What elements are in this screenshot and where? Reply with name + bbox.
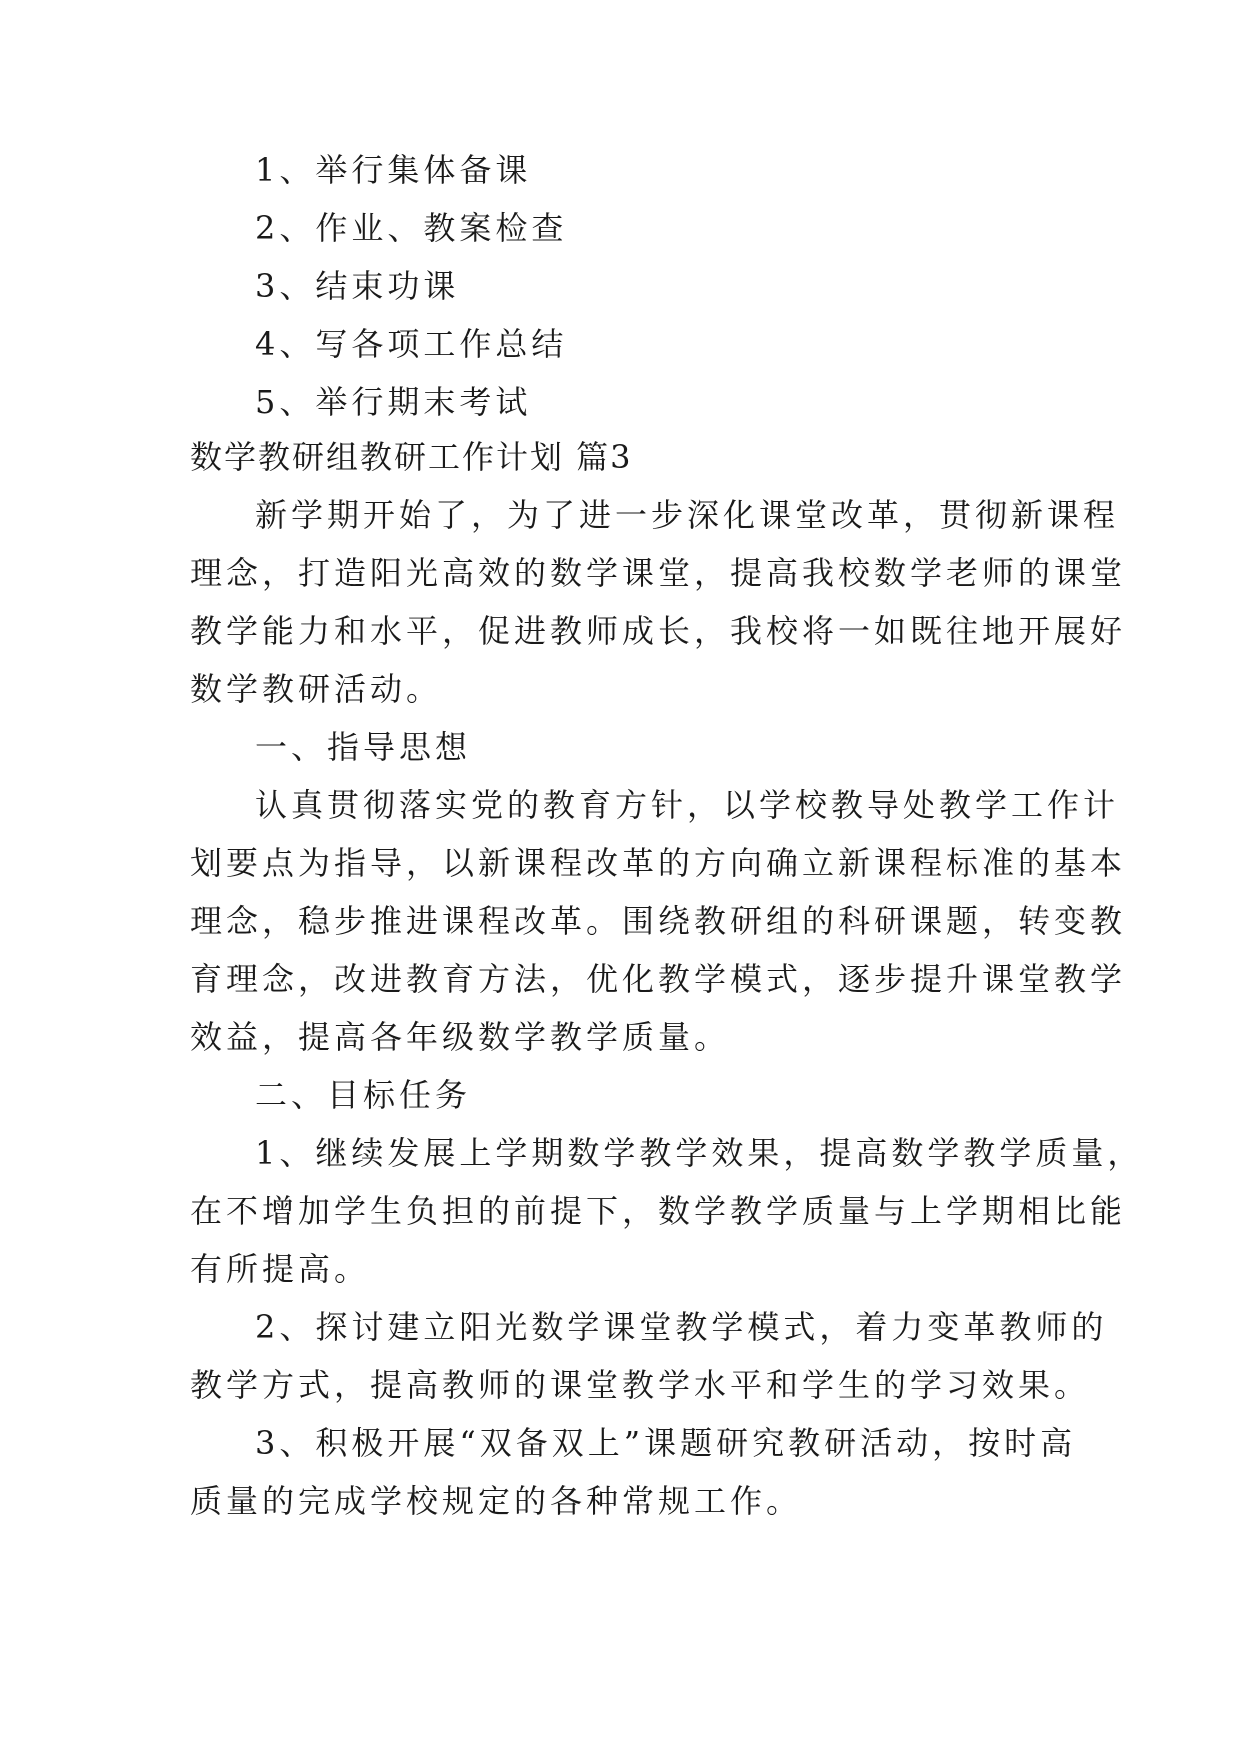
paragraph-line: 效益，提高各年级数学教学质量。 — [190, 1018, 731, 1056]
paragraph-line: 质量的完成学校规定的各种常规工作。 — [190, 1482, 803, 1520]
section-title: 数学教研组教研工作计划 篇3 — [190, 438, 633, 476]
list-item: 5、举行期末考试 — [255, 383, 532, 421]
paragraph-line: 理念，稳步推进课程改革。围绕教研组的科研课题，转变教 — [190, 902, 1127, 940]
list-item: 3、结束功课 — [255, 267, 460, 305]
paragraph-line: 数学教研活动。 — [190, 670, 443, 708]
list-item: 4、写各项工作总结 — [255, 325, 568, 363]
section-heading: 二、目标任务 — [255, 1076, 472, 1114]
paragraph-line: 有所提高。 — [190, 1250, 371, 1288]
paragraph-line: 3、积极开展“双备双上”课题研究教研活动，按时高 — [255, 1424, 1077, 1462]
paragraph-line: 育理念，改进教育方法，优化教学模式，逐步提升课堂教学 — [190, 960, 1127, 998]
section-heading: 一、指导思想 — [255, 728, 472, 766]
paragraph-line: 1、继续发展上学期数学教学效果，提高数学教学质量， — [255, 1134, 1144, 1172]
paragraph-line: 在不增加学生负担的前提下，数学教学质量与上学期相比能 — [190, 1192, 1127, 1230]
paragraph-line: 认真贯彻落实党的教育方针，以学校教导处教学工作计 — [255, 786, 1120, 824]
paragraph-line: 新学期开始了，为了进一步深化课堂改革，贯彻新课程 — [255, 496, 1120, 534]
list-item: 2、作业、教案检查 — [255, 209, 568, 247]
paragraph-line: 教学方式，提高教师的课堂教学水平和学生的学习效果。 — [190, 1366, 1091, 1404]
paragraph-line: 划要点为指导，以新课程改革的方向确立新课程标准的基本 — [190, 844, 1127, 882]
list-item: 1、举行集体备课 — [255, 151, 532, 189]
paragraph-line: 教学能力和水平，促进教师成长，我校将一如既往地开展好 — [190, 612, 1127, 650]
paragraph-line: 2、探讨建立阳光数学课堂教学模式，着力变革教师的 — [255, 1308, 1108, 1346]
paragraph-line: 理念，打造阳光高效的数学课堂，提高我校数学老师的课堂 — [190, 554, 1127, 592]
